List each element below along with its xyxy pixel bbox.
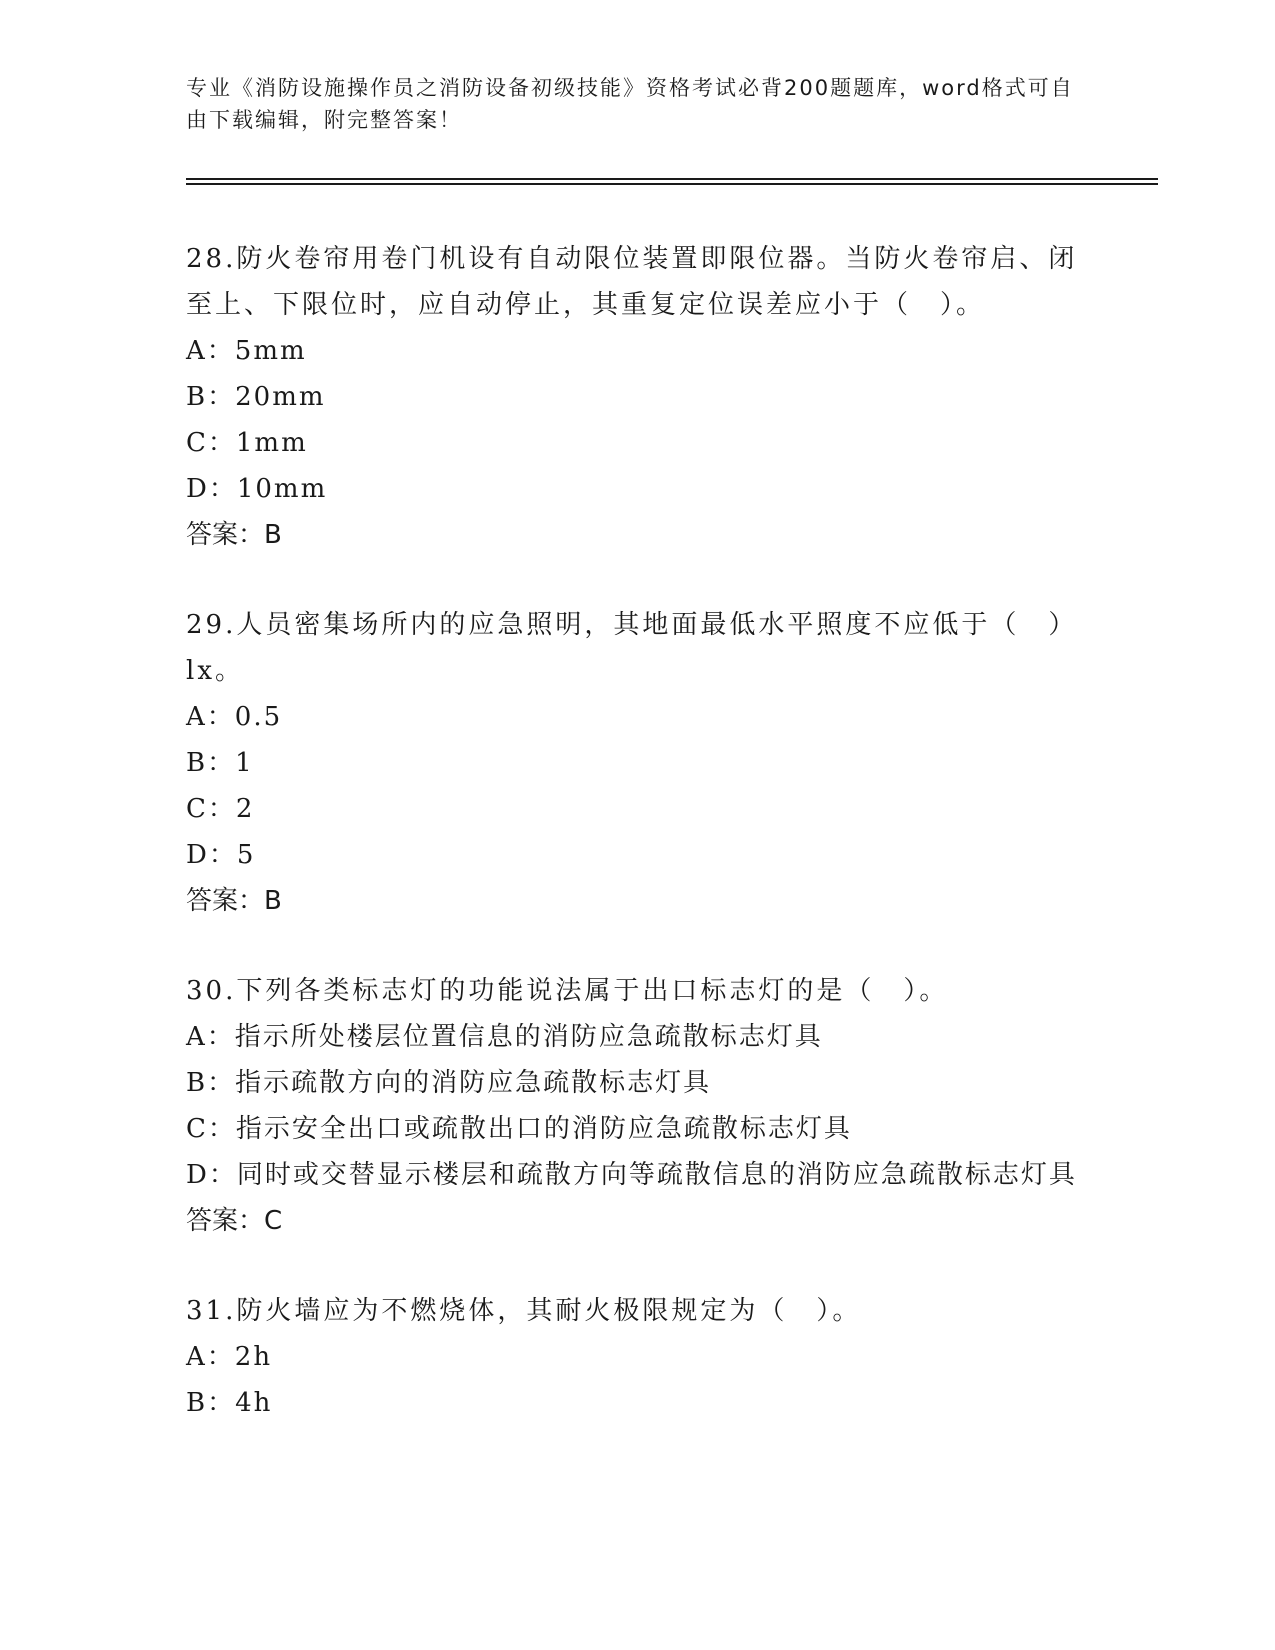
header-divider-top: [186, 178, 1158, 180]
header-divider-bottom: [186, 183, 1158, 185]
option-c: C：指示安全出口或疏散出口的消防应急疏散标志灯具: [186, 1114, 852, 1144]
document-header: 专业《消防设施操作员之消防设备初级技能》资格考试必背200题题库，word格式可自由下载编辑，附完整答案！: [186, 76, 1074, 132]
option-d: D：同时或交替显示楼层和疏散方向等疏散信息的消防应急疏散标志灯具: [186, 1160, 1077, 1190]
question-list: [186, 236, 1086, 1426]
option-d: D：5: [186, 840, 256, 870]
option-a: A：指示所处楼层位置信息的消防应急疏散标志灯具: [186, 1022, 823, 1052]
question-31: [186, 1288, 1086, 1426]
option-a: A：2h: [186, 1342, 273, 1372]
option-a: A：0.5: [186, 702, 283, 732]
option-b: B：1: [186, 748, 254, 778]
option-c: C：2: [186, 794, 255, 824]
question-29: [186, 602, 1086, 924]
answer-line: 答案：C: [186, 1206, 283, 1236]
question-stem: 28.防火卷帘用卷门机设有自动限位装置即限位器。当防火卷帘启、闭至上、下限位时，应自动停止，其重复定位误差应小于（ ）。: [186, 244, 1078, 320]
option-b: B：20mm: [186, 382, 326, 412]
question-stem: 29.人员密集场所内的应急照明，其地面最低水平照度不应低于（ ）lx。: [186, 610, 1078, 686]
answer-line: 答案：B: [186, 520, 282, 550]
option-b: B：指示疏散方向的消防应急疏散标志灯具: [186, 1068, 712, 1098]
option-c: C：1mm: [186, 428, 308, 458]
question-stem: 30.下列各类标志灯的功能说法属于出口标志灯的是（ ）。: [186, 976, 949, 1006]
option-b: B：4h: [186, 1388, 273, 1418]
answer-line: 答案：B: [186, 886, 282, 916]
question-30: [186, 968, 1086, 1244]
question-stem: 31.防火墙应为不燃烧体，其耐火极限规定为（ ）。: [186, 1296, 862, 1326]
option-a: A：5mm: [186, 336, 307, 366]
question-28: [186, 236, 1086, 558]
option-d: D：10mm: [186, 474, 328, 504]
